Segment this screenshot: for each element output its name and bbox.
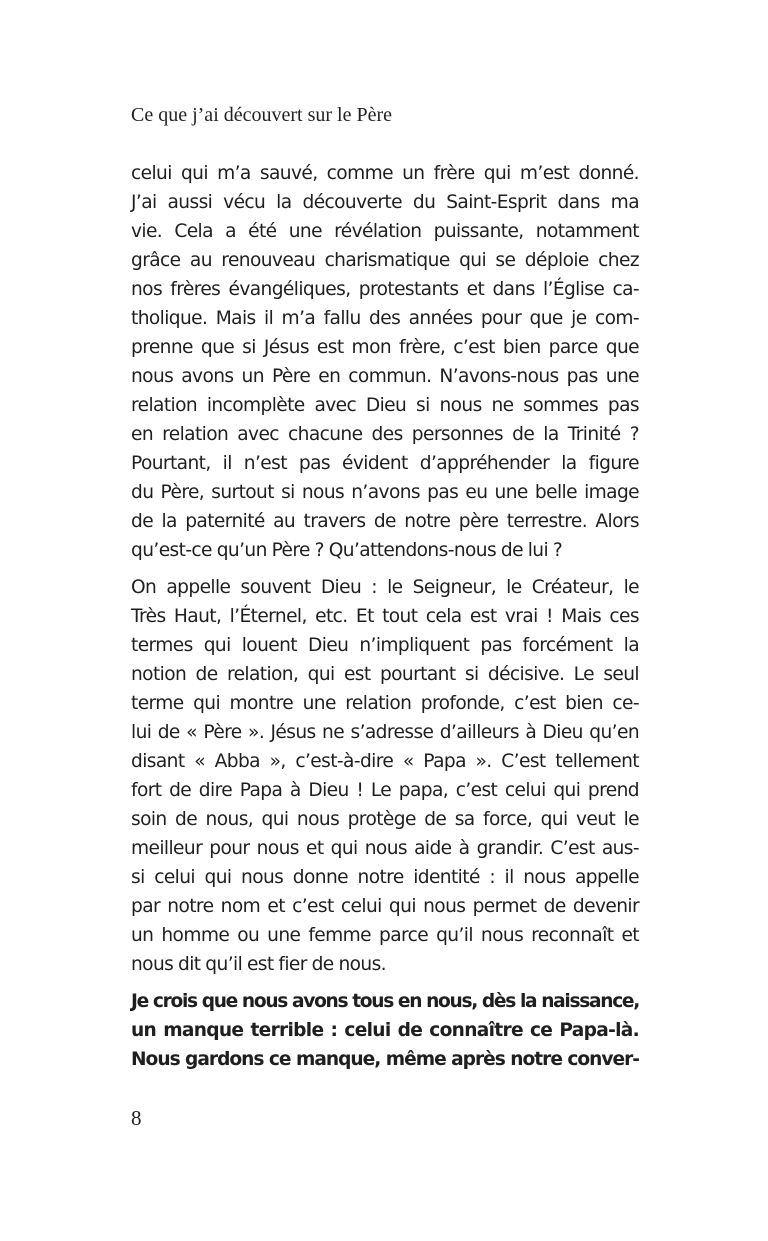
text-line: On appelle souvent Dieu : le Seigneur, le Créateur, le bbox=[131, 577, 639, 598]
text-line: du Père, surtout si nous n’avons pas eu une belle image bbox=[131, 482, 639, 503]
text-line: Je crois que nous avons tous en nous, dès la naissance, bbox=[131, 991, 639, 1012]
text-line: nos frères évangéliques, protestants et dans l’Église ca- bbox=[131, 279, 639, 300]
text-line: relation incomplète avec Dieu si nous ne sommes pas bbox=[131, 395, 639, 416]
text-line: soin de nous, qui nous protège de sa force, qui veut le bbox=[131, 809, 639, 830]
text-line: de la paternité au travers de notre père terrestre. Alors bbox=[131, 511, 639, 532]
text-line: termes qui louent Dieu n’impliquent pas forcément la bbox=[131, 635, 639, 656]
text-line: celui qui m’a sauvé, comme un frère qui m’est donné. bbox=[131, 163, 639, 184]
text-line: un homme ou une femme parce qu’il nous reconnaît et bbox=[131, 925, 639, 946]
text-line: meilleur pour nous et qui nous aide à grandir. C’est aus- bbox=[131, 838, 639, 859]
text-line: fort de dire Papa à Dieu ! Le papa, c’est celui qui prend bbox=[131, 780, 639, 801]
page-number: 8 bbox=[131, 1106, 142, 1130]
paragraph-2 bbox=[131, 573, 639, 979]
text-line: grâce au renouveau charismatique qui se déploie chez bbox=[131, 250, 639, 271]
text-line: nous dit qu’il est fier de nous. bbox=[131, 954, 386, 975]
text-line: par notre nom et c’est celui qui nous permet de devenir bbox=[131, 896, 639, 917]
text-line: J’ai aussi vécu la découverte du Saint-Esprit dans ma bbox=[131, 192, 639, 213]
text-line: si celui qui nous donne notre identité : il nous appelle bbox=[131, 867, 639, 888]
text-line: vie. Cela a été une révélation puissante, notamment bbox=[131, 221, 639, 242]
running-head-title: Ce que j’ai découvert sur le Père bbox=[131, 104, 393, 126]
text-line: tholique. Mais il m’a fallu des années pour que je com- bbox=[131, 308, 639, 329]
text-line: qu’est-ce qu’un Père ? Qu’attendons-nous de lui ? bbox=[131, 540, 563, 561]
text-line: Nous gardons ce manque, même après notre conver- bbox=[131, 1049, 639, 1070]
text-line: nous avons un Père en commun. N’avons-nous pas une bbox=[131, 366, 639, 387]
text-line: notion de relation, qui est pourtant si décisive. Le seul bbox=[131, 664, 639, 685]
text-line: un manque terrible : celui de connaître ce Papa-là. bbox=[131, 1020, 639, 1041]
text-line: Pourtant, il n’est pas évident d’appréhender la figure bbox=[131, 453, 639, 474]
text-line: terme qui montre une relation profonde, c’est bien ce- bbox=[131, 693, 639, 714]
text-line: disant « Abba », c’est-à-dire « Papa ». C’est tellement bbox=[131, 751, 639, 772]
text-line: Très Haut, l’Éternel, etc. Et tout cela est vrai ! Mais ces bbox=[131, 606, 639, 627]
paragraph-3-bold bbox=[131, 987, 639, 1074]
text-line: en relation avec chacune des personnes de la Trinité ? bbox=[131, 424, 639, 445]
paragraph-1 bbox=[131, 159, 639, 565]
text-line: lui de « Père ». Jésus ne s’adresse d’ailleurs à Dieu qu’en bbox=[131, 722, 639, 743]
text-line: prenne que si Jésus est mon frère, c’est bien parce que bbox=[131, 337, 639, 358]
